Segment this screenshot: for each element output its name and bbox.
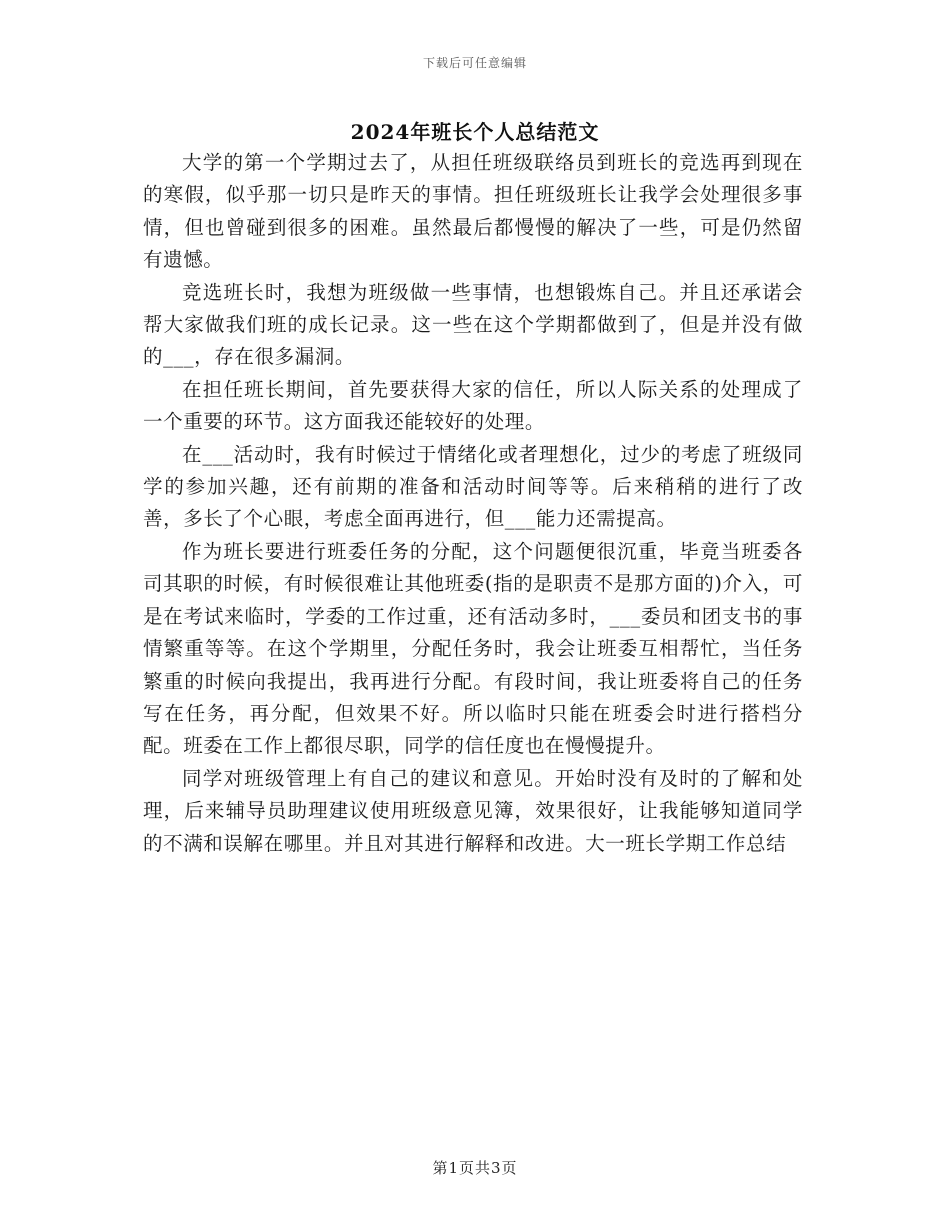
page-number-footer: 第1页共3页 — [432, 1159, 518, 1177]
page-header-note: 下载后可任意编辑 — [422, 56, 527, 70]
body-paragraph: 同学对班级管理上有自己的建议和意见。开始时没有及时的了解和处理，后来辅导员助理建议使用班级意见簿，效果很好，让我能够知道同学的不满和误解在哪里。并且对其进行解释和改进。大一班长学期工作总结 — [143, 766, 803, 855]
body-paragraph: 在担任班长期间，首先要获得大家的信任，所以人际关系的处理成了一个重要的环节。这方面我还能较好的处理。 — [143, 377, 803, 434]
document-body — [143, 147, 803, 860]
body-paragraph: 作为班长要进行班委任务的分配，这个问题便很沉重，毕竟当班委各司其职的时候，有时候很难让其他班委(指的是职责不是那方面的)介入，可是在考试来临时，学委的工作过重，还有活动多时，___委员和团支书的事情繁重等等。在这个学期里，分配任务时，我会让班委互相帮忙，当任务繁重的时候向我提出，我再进行分配。有段时间，我让班委将自己的任务写在任务，再分配，但效果不好。所以临时只能在班委会时进行搭档分配。班委在工作上都很尽职，同学的信任度也在慢慢提升。 — [143, 539, 803, 758]
body-paragraph: 竞选班长时，我想为班级做一些事情，也想锻炼自己。并且还承诺会帮大家做我们班的成长记录。这一些在这个学期都做到了，但是并没有做的___，存在很多漏洞。 — [143, 280, 803, 369]
body-paragraph: 大学的第一个学期过去了，从担任班级联络员到班长的竞选再到现在的寒假，似乎那一切只是昨天的事情。担任班级班长让我学会处理很多事情，但也曾碰到很多的困难。虽然最后都慢慢的解决了一些，可是仍然留有遗憾。 — [143, 151, 803, 272]
document-title: 2024年班长个人总结范文 — [350, 120, 600, 144]
body-paragraph: 在___活动时，我有时候过于情绪化或者理想化，过少的考虑了班级同学的参加兴趣，还有前期的准备和活动时间等等。后来稍稍的进行了改善，多长了个心眼，考虑全面再进行，但___能力还需提高。 — [143, 442, 803, 531]
